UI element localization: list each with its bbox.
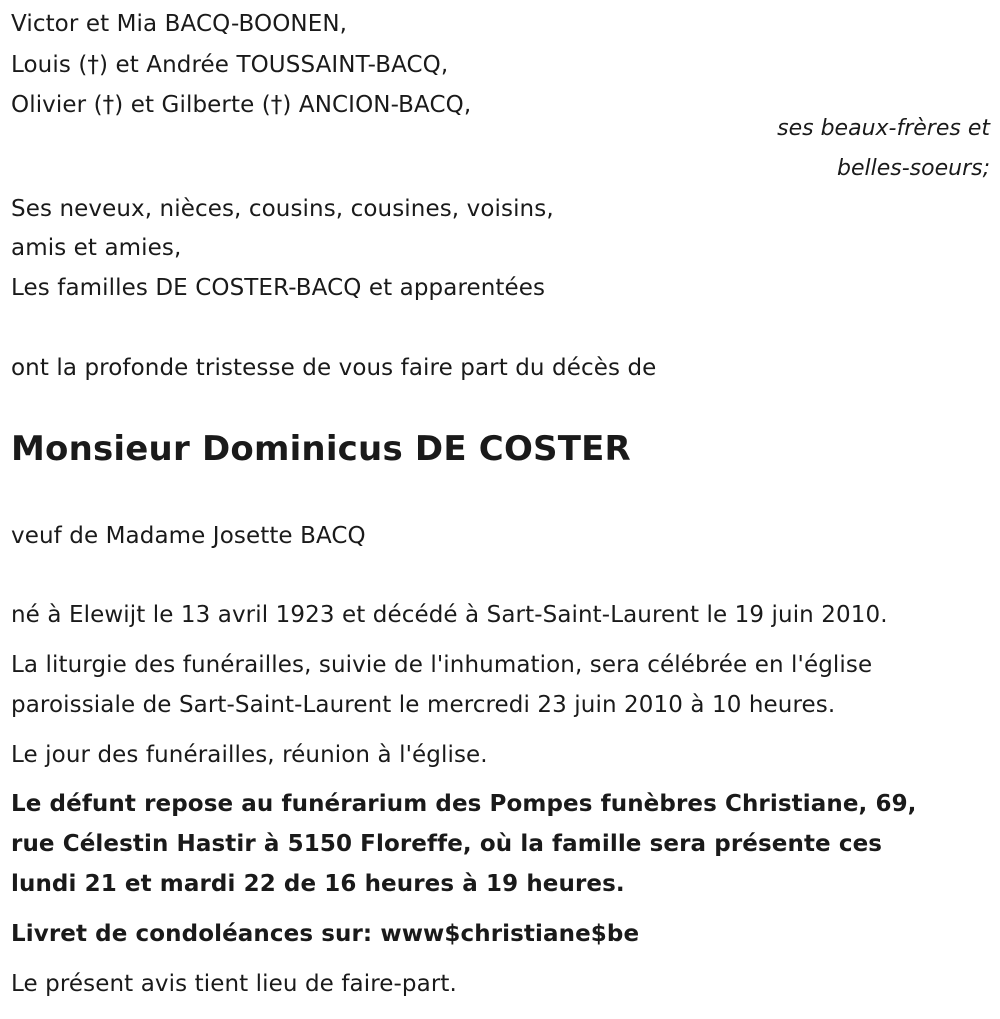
funeral-line-1: La liturgie des funérailles, suivie de l'inhumation, sera célébrée en l'église (11, 652, 873, 678)
others-line-2: amis et amies, (11, 235, 182, 261)
family-line-2: Louis (†) et Andrée TOUSSAINT-BACQ, (11, 52, 449, 78)
condolences-text: Livret de condoléances sur: www$christiane$be (11, 921, 640, 947)
visitation-line-2: rue Célestin Hastir à 5150 Floreffe, où la famille sera présente ces (11, 831, 883, 857)
visitation-line-1: Le défunt repose au funérarium des Pompes funèbres Christiane, 69, (11, 791, 917, 817)
relation-line-1: ses beaux-frères et (777, 116, 990, 141)
deceased-name: Monsieur Dominicus DE COSTER (11, 429, 631, 469)
widow-of-text: veuf de Madame Josette BACQ (11, 523, 366, 549)
family-line-1: Victor et Mia BACQ-BOONEN, (11, 11, 348, 37)
announcement-text: ont la profonde tristesse de vous faire part du décès de (11, 355, 657, 381)
visitation-line-3: lundi 21 et mardi 22 de 16 heures à 19 heures. (11, 871, 625, 897)
others-line-1: Ses neveux, nièces, cousins, cousines, voisins, (11, 196, 554, 222)
reunion-text: Le jour des funérailles, réunion à l'église. (11, 742, 488, 768)
birth-death-text: né à Elewijt le 13 avril 1923 et décédé à Sart-Saint-Laurent le 19 juin 2010. (11, 602, 888, 628)
others-line-3: Les familles DE COSTER-BACQ et apparentées (11, 275, 546, 301)
notice-text: Le présent avis tient lieu de faire-part. (11, 971, 457, 997)
relation-line-2: belles-soeurs; (837, 156, 990, 181)
family-line-3: Olivier (†) et Gilberte (†) ANCION-BACQ, (11, 92, 472, 118)
funeral-line-2: paroissiale de Sart-Saint-Laurent le mercredi 23 juin 2010 à 10 heures. (11, 692, 836, 718)
